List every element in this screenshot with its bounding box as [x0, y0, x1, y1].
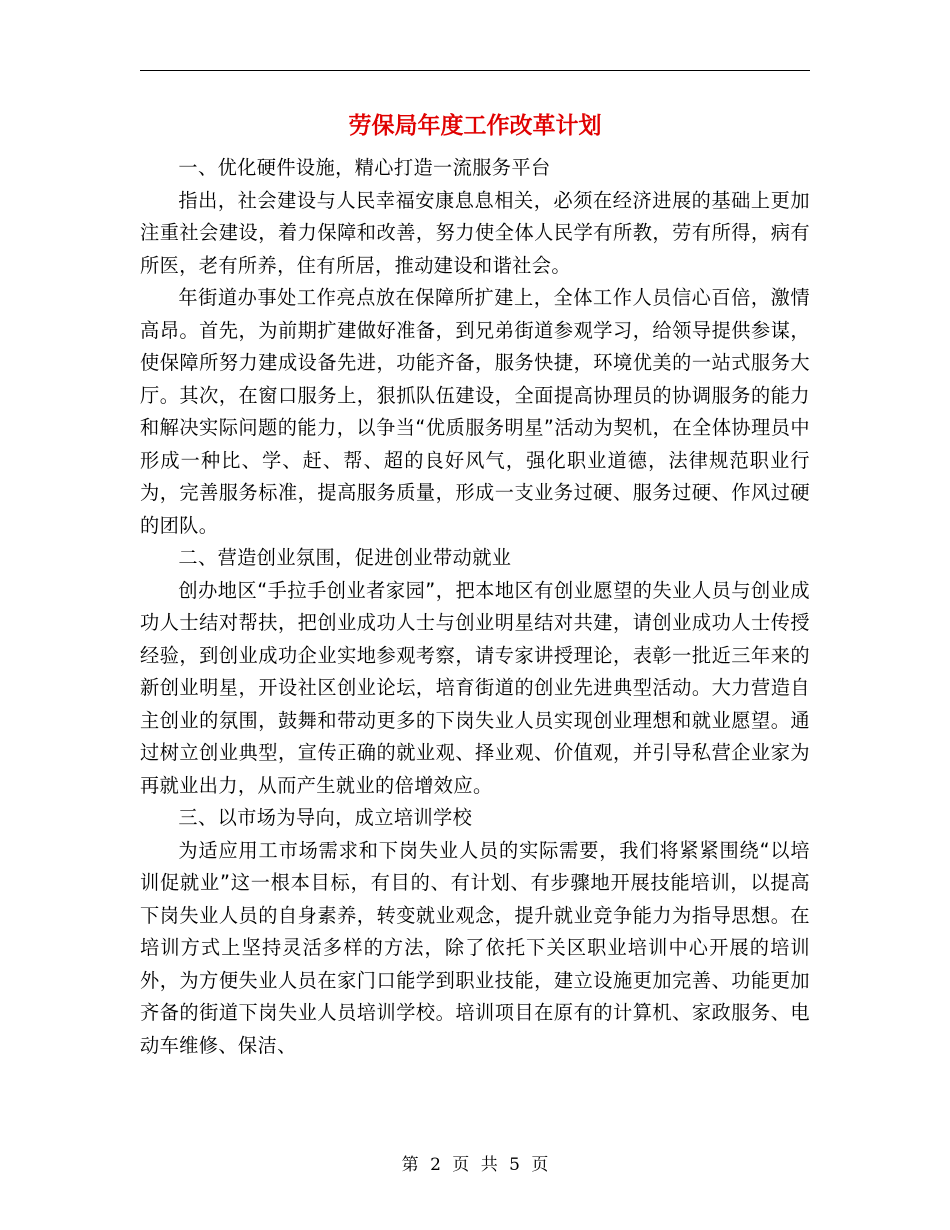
section-heading-1: 一、优化硬件设施，精心打造一流服务平台: [178, 156, 551, 179]
section-heading-3: 三、以市场为导向，成立培训学校: [178, 806, 473, 829]
page-number-footer: 第 2 页 共 5 页: [401, 1155, 549, 1175]
header-rule: [140, 70, 810, 71]
document-title: 劳保局年度工作改革计划: [348, 112, 602, 139]
paragraph: 创办地区“手拉手创业者家园”，把本地区有创业愿望的失业人员与创业成功人士结对帮扶，把创业成功人士与创业明星结对共建，请创业成功人士传授经验，到创业成功企业实地参观考察，请专家讲授理论，表彰一批近三年来的新创业明星，开设社区创业论坛，培育街道的创业先进典型活动。大力营造自主创业的氛围，鼓舞和带动更多的下岗失业人员实现创业理想和就业愿望。通过树立创业典型，宣传正确的就业观、择业观、价值观，并引导私营企业家为再就业出力，从而产生就业的倍增效应。: [140, 578, 810, 797]
paragraph: 年街道办事处工作亮点放在保障所扩建上，全体工作人员信心百倍，激情高昂。首先，为前期扩建做好准备，到兄弟街道参观学习，给领导提供参谋，使保障所努力建成设备先进，功能齐备，服务快捷，环境优美的一站式服务大厅。其次，在窗口服务上，狠抓队伍建设，全面提高协理员的协调服务的能力和解决实际问题的能力，以争当“优质服务明星”活动为契机，在全体协理员中形成一种比、学、赶、帮、超的良好风气，强化职业道德，法律规范职业行为，完善服务标准，提高服务质量，形成一支业务过硬、服务过硬、作风过硬的团队。: [140, 286, 810, 537]
paragraph: 指出，社会建设与人民幸福安康息息相关，必须在经济进展的基础上更加注重社会建设，着力保障和改善，努力使全体人民学有所教，劳有所得，病有所医，老有所养，住有所居，推动建设和谐社会。: [140, 188, 810, 277]
section-heading-2: 二、营造创业氛围，促进创业带动就业: [178, 546, 512, 569]
document-body: [140, 152, 810, 1062]
paragraph: 为适应用工市场需求和下岗失业人员的实际需要，我们将紧紧围绕“以培训促就业”这一根本目标，有目的、有计划、有步骤地开展技能培训，以提高下岗失业人员的自身素养，转变就业观念，提升就业竞争能力为指导思想。在培训方式上坚持灵活多样的方法，除了依托下关区职业培训中心开展的培训外，为方便失业人员在家门口能学到职业技能，建立设施更加完善、功能更加齐备的街道下岗失业人员培训学校。培训项目在原有的计算机、家政服务、电动车维修、保洁、: [140, 838, 810, 1057]
